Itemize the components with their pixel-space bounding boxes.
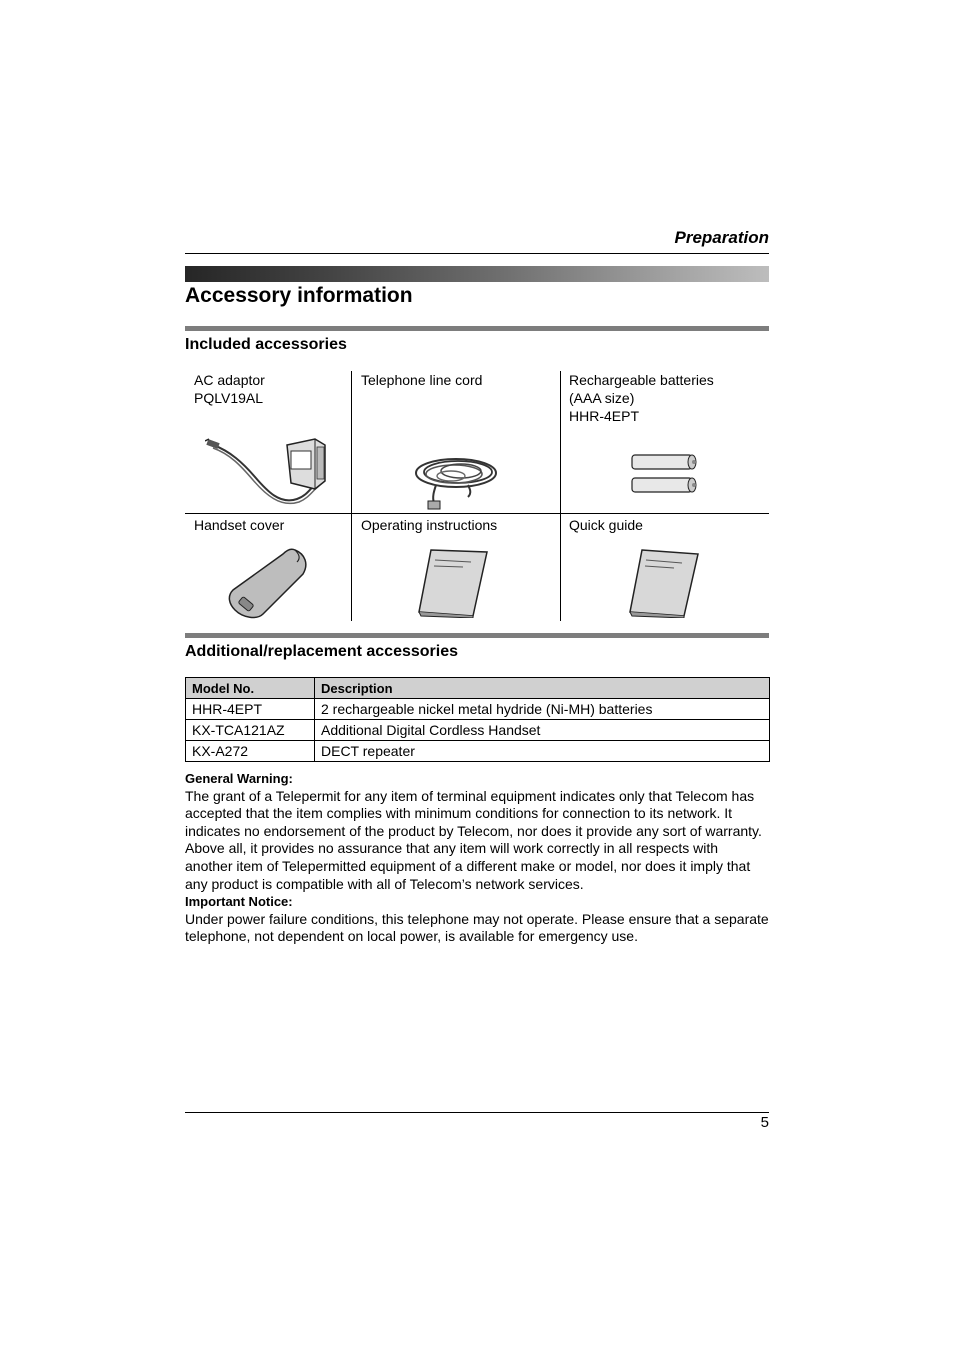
- accessory-telephone-line-cord: [351, 371, 560, 513]
- important-notice-text: Under power failure conditions, this telephone may not operate. Please ensure that a separate telephone, not dependent on local power, is available for emergency use.: [185, 910, 769, 945]
- footer-rule: [185, 1112, 769, 1113]
- included-accessories-heading: Included accessories: [185, 336, 347, 353]
- important-notice-heading: Important Notice:: [185, 894, 293, 910]
- description-cell: DECT repeater: [315, 741, 770, 762]
- model-cell: HHR-4EPT: [186, 699, 315, 720]
- model-cell: KX-A272: [186, 741, 315, 762]
- general-warning-text: The grant of a Telepermit for any item of terminal equipment indicates only that Telecom has accepted that the item complies with minimum conditions for connection to its network. It indicates no endorsement of the product by Telecom, nor does it provide any sort of warranty. Above all, it provides no assurance that any item will work correctly in all respects with another item of Telepermitted equipment of a different make or model, nor does it imply that any product is compatible with all of Telecom’s network services.: [185, 787, 762, 892]
- ac-adaptor-icon: [205, 433, 355, 511]
- title-gradient-band: [185, 266, 769, 282]
- included-accessories-grid: [185, 371, 769, 621]
- general-warning-heading: General Warning:: [185, 771, 293, 786]
- accessory-ac-adaptor: [185, 371, 351, 513]
- accessory-label: Operating instructions: [361, 517, 498, 533]
- additional-accessories-heading: Additional/replacement accessories: [185, 643, 458, 660]
- page-number: 5: [760, 1114, 769, 1131]
- header-rule: [185, 253, 769, 254]
- description-cell: 2 rechargeable nickel metal hydride (Ni-MH) batteries: [315, 699, 770, 720]
- accessory-rechargeable-batteries: [560, 371, 769, 513]
- accessory-operating-instructions: [351, 514, 560, 621]
- booklet-icon: [628, 548, 702, 618]
- model-cell: KX-TCA121AZ: [186, 720, 315, 741]
- replacement-accessories-table: [185, 677, 770, 762]
- accessory-quick-guide: [560, 514, 769, 621]
- column-header-model: Model No.: [186, 678, 315, 699]
- column-header-description: Description: [315, 678, 770, 699]
- table-row: [186, 741, 770, 762]
- table-row: [186, 699, 770, 720]
- accessory-label: Telephone line cord: [361, 372, 483, 388]
- handset-cover-icon: [223, 544, 313, 620]
- booklet-icon: [417, 548, 491, 618]
- table-row: [186, 720, 770, 741]
- section-tag: Preparation: [674, 228, 769, 247]
- batteries-icon: [630, 453, 700, 497]
- phone-cord-icon: [406, 451, 506, 511]
- accessory-handset-cover: [185, 514, 351, 621]
- notices: [185, 770, 769, 946]
- accessory-label: Quick guide: [569, 517, 643, 533]
- section-divider: [185, 326, 769, 331]
- page-title: Accessory information: [185, 284, 413, 307]
- section-divider: [185, 633, 769, 638]
- accessory-label: Handset cover: [194, 517, 285, 533]
- accessory-label: AC adaptor PQLV19AL: [194, 372, 265, 406]
- description-cell: Additional Digital Cordless Handset: [315, 720, 770, 741]
- accessory-label: Rechargeable batteries (AAA size) HHR-4EPT: [569, 372, 714, 424]
- table-header-row: [186, 678, 770, 699]
